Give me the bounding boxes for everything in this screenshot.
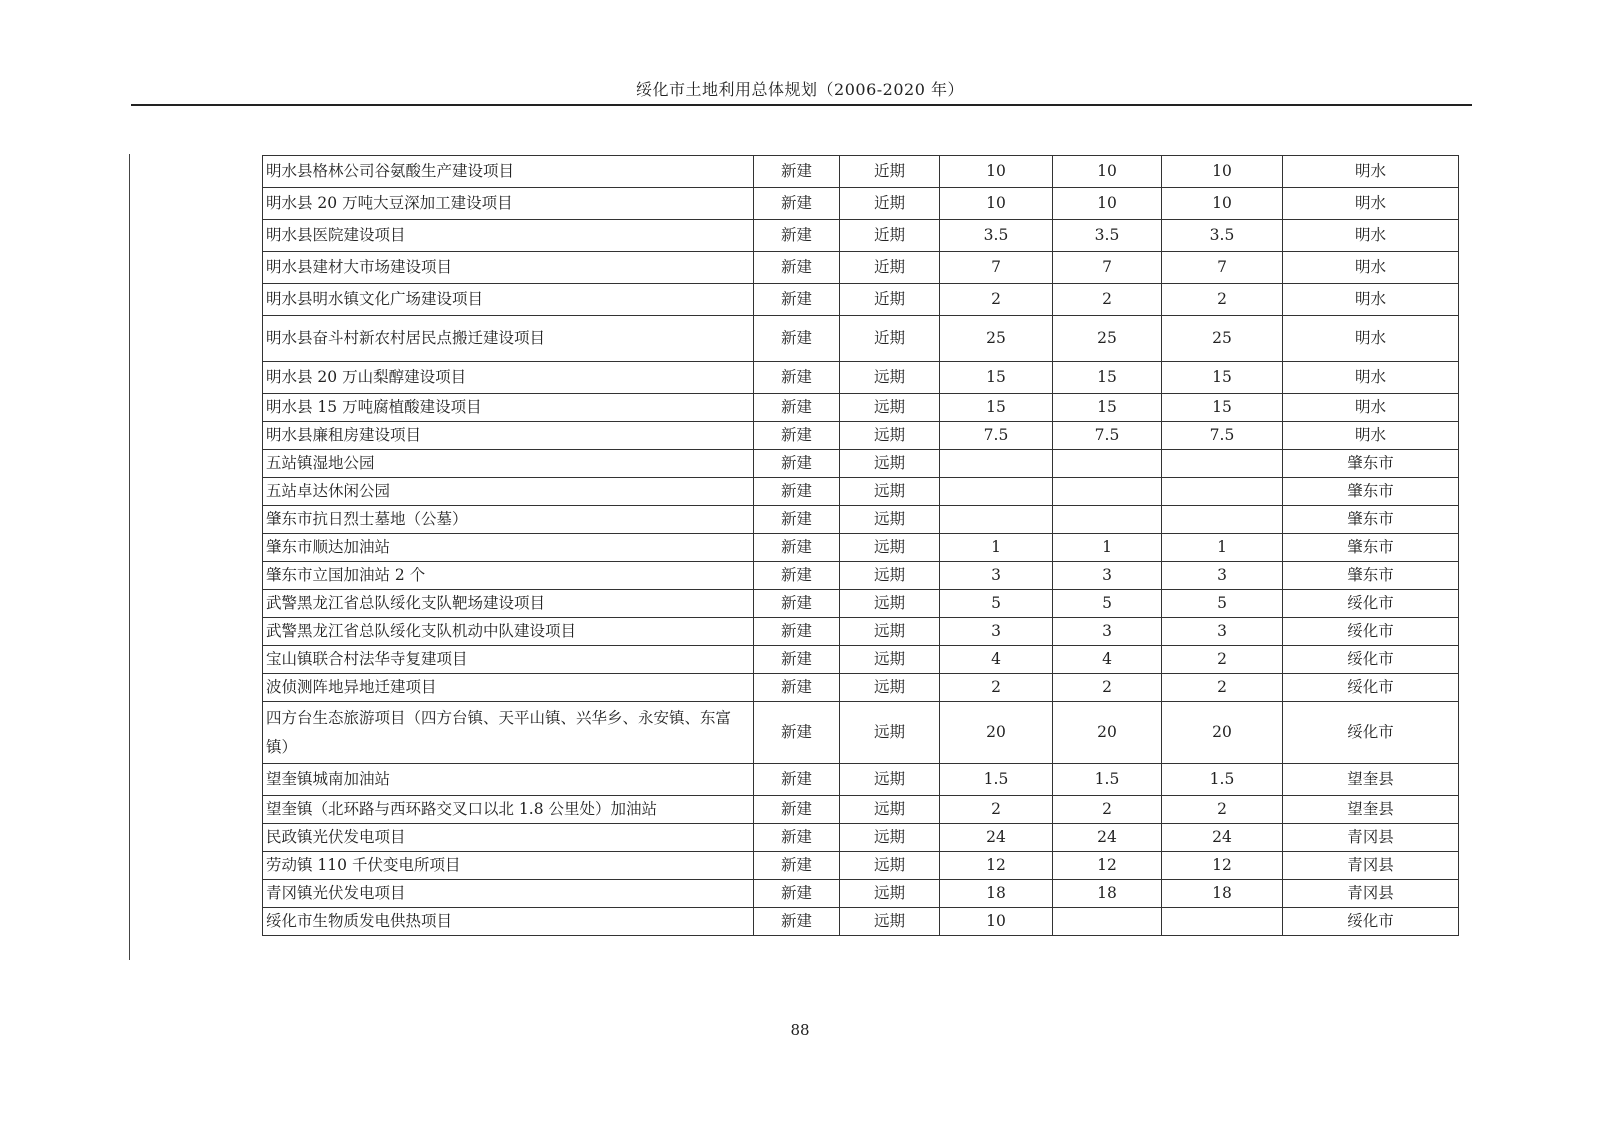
location-cell: 肇东市 <box>1283 534 1459 562</box>
project-name-cell: 明水县建材大市场建设项目 <box>263 252 754 284</box>
value-cell-3: 7.5 <box>1162 422 1283 450</box>
value-cell-1: 3 <box>940 618 1053 646</box>
project-name-cell: 五站镇湿地公园 <box>263 450 754 478</box>
location-cell: 绥化市 <box>1283 646 1459 674</box>
table-row <box>263 764 1459 796</box>
page-header-title: 绥化市土地利用总体规划（2006-2020 年） <box>636 80 964 99</box>
value-cell-3: 3 <box>1162 618 1283 646</box>
value-cell-1: 7.5 <box>940 422 1053 450</box>
period-cell: 远期 <box>840 506 940 534</box>
table-row <box>263 316 1459 362</box>
project-name-cell: 明水县 15 万吨腐植酸建设项目 <box>263 394 754 422</box>
period-cell: 远期 <box>840 394 940 422</box>
construction-type-cell: 新建 <box>754 562 840 590</box>
value-cell-1: 15 <box>940 362 1053 394</box>
value-cell-1: 5 <box>940 590 1053 618</box>
value-cell-3: 7 <box>1162 252 1283 284</box>
value-cell-3: 10 <box>1162 156 1283 188</box>
table-row <box>263 618 1459 646</box>
period-cell: 远期 <box>840 764 940 796</box>
value-cell-2 <box>1053 478 1162 506</box>
table-row <box>263 188 1459 220</box>
table-row <box>263 284 1459 316</box>
value-cell-3: 5 <box>1162 590 1283 618</box>
table-row <box>263 590 1459 618</box>
project-name-cell: 明水县 20 万吨大豆深加工建设项目 <box>263 188 754 220</box>
value-cell-2: 1 <box>1053 534 1162 562</box>
value-cell-3 <box>1162 908 1283 936</box>
value-cell-1: 3 <box>940 562 1053 590</box>
table-row <box>263 646 1459 674</box>
table-row <box>263 562 1459 590</box>
period-cell: 近期 <box>840 188 940 220</box>
value-cell-3: 2 <box>1162 284 1283 316</box>
value-cell-2: 7 <box>1053 252 1162 284</box>
value-cell-3: 3 <box>1162 562 1283 590</box>
value-cell-1 <box>940 478 1053 506</box>
table-row <box>263 674 1459 702</box>
table-row <box>263 220 1459 252</box>
location-cell: 明水 <box>1283 188 1459 220</box>
project-name-cell: 望奎镇城南加油站 <box>263 764 754 796</box>
period-cell: 远期 <box>840 880 940 908</box>
value-cell-1: 2 <box>940 796 1053 824</box>
value-cell-1: 4 <box>940 646 1053 674</box>
location-cell: 明水 <box>1283 284 1459 316</box>
value-cell-2: 10 <box>1053 156 1162 188</box>
project-name-cell: 肇东市顺达加油站 <box>263 534 754 562</box>
value-cell-3: 1 <box>1162 534 1283 562</box>
project-name-cell: 肇东市立国加油站 2 个 <box>263 562 754 590</box>
table-row <box>263 478 1459 506</box>
table-row <box>263 852 1459 880</box>
project-name-cell: 明水县廉租房建设项目 <box>263 422 754 450</box>
value-cell-3: 24 <box>1162 824 1283 852</box>
value-cell-1: 3.5 <box>940 220 1053 252</box>
land-use-project-table <box>262 155 1459 936</box>
value-cell-1: 2 <box>940 674 1053 702</box>
value-cell-2: 2 <box>1053 284 1162 316</box>
value-cell-2: 24 <box>1053 824 1162 852</box>
project-name-cell: 宝山镇联合村法华寺复建项目 <box>263 646 754 674</box>
period-cell: 远期 <box>840 824 940 852</box>
project-name-cell: 肇东市抗日烈士墓地（公墓） <box>263 506 754 534</box>
period-cell: 近期 <box>840 316 940 362</box>
location-cell: 肇东市 <box>1283 506 1459 534</box>
construction-type-cell: 新建 <box>754 764 840 796</box>
value-cell-1: 10 <box>940 188 1053 220</box>
header-rule <box>131 104 1472 106</box>
construction-type-cell: 新建 <box>754 450 840 478</box>
location-cell: 绥化市 <box>1283 618 1459 646</box>
value-cell-3: 10 <box>1162 188 1283 220</box>
period-cell: 远期 <box>840 422 940 450</box>
project-name-cell: 四方台生态旅游项目（四方台镇、天平山镇、兴华乡、永安镇、东富镇） <box>263 702 754 764</box>
location-cell: 肇东市 <box>1283 450 1459 478</box>
value-cell-3: 12 <box>1162 852 1283 880</box>
value-cell-2: 15 <box>1053 362 1162 394</box>
project-name-cell: 武警黑龙江省总队绥化支队靶场建设项目 <box>263 590 754 618</box>
period-cell: 近期 <box>840 220 940 252</box>
period-cell: 近期 <box>840 284 940 316</box>
construction-type-cell: 新建 <box>754 422 840 450</box>
value-cell-1: 18 <box>940 880 1053 908</box>
value-cell-2 <box>1053 450 1162 478</box>
construction-type-cell: 新建 <box>754 618 840 646</box>
project-name-cell: 明水县格林公司谷氨酸生产建设项目 <box>263 156 754 188</box>
page-number: 88 <box>790 1021 810 1039</box>
table-row <box>263 156 1459 188</box>
value-cell-2: 3 <box>1053 562 1162 590</box>
location-cell: 明水 <box>1283 316 1459 362</box>
value-cell-3: 20 <box>1162 702 1283 764</box>
location-cell: 绥化市 <box>1283 674 1459 702</box>
project-name-cell: 绥化市生物质发电供热项目 <box>263 908 754 936</box>
period-cell: 近期 <box>840 156 940 188</box>
period-cell: 远期 <box>840 562 940 590</box>
table-row <box>263 362 1459 394</box>
location-cell: 明水 <box>1283 394 1459 422</box>
construction-type-cell: 新建 <box>754 702 840 764</box>
period-cell: 近期 <box>840 252 940 284</box>
period-cell: 远期 <box>840 852 940 880</box>
project-name-cell: 五站卓达休闲公园 <box>263 478 754 506</box>
construction-type-cell: 新建 <box>754 880 840 908</box>
value-cell-1: 20 <box>940 702 1053 764</box>
project-name-cell: 劳动镇 110 千伏变电所项目 <box>263 852 754 880</box>
location-cell: 望奎县 <box>1283 796 1459 824</box>
value-cell-1: 2 <box>940 284 1053 316</box>
table-row <box>263 880 1459 908</box>
location-cell: 明水 <box>1283 156 1459 188</box>
table-row <box>263 394 1459 422</box>
location-cell: 绥化市 <box>1283 702 1459 764</box>
value-cell-3: 2 <box>1162 674 1283 702</box>
value-cell-2: 1.5 <box>1053 764 1162 796</box>
construction-type-cell: 新建 <box>754 646 840 674</box>
period-cell: 远期 <box>840 796 940 824</box>
project-name-cell: 明水县奋斗村新农村居民点搬迁建设项目 <box>263 316 754 362</box>
value-cell-3: 2 <box>1162 646 1283 674</box>
table-row <box>263 450 1459 478</box>
period-cell: 远期 <box>840 450 940 478</box>
period-cell: 远期 <box>840 590 940 618</box>
construction-type-cell: 新建 <box>754 534 840 562</box>
construction-type-cell: 新建 <box>754 674 840 702</box>
value-cell-1: 1 <box>940 534 1053 562</box>
value-cell-2 <box>1053 506 1162 534</box>
period-cell: 远期 <box>840 908 940 936</box>
construction-type-cell: 新建 <box>754 506 840 534</box>
value-cell-3: 2 <box>1162 796 1283 824</box>
table-row <box>263 252 1459 284</box>
location-cell: 青冈县 <box>1283 852 1459 880</box>
project-name-cell: 明水县医院建设项目 <box>263 220 754 252</box>
value-cell-3: 18 <box>1162 880 1283 908</box>
table-row <box>263 422 1459 450</box>
value-cell-2: 15 <box>1053 394 1162 422</box>
value-cell-3: 15 <box>1162 362 1283 394</box>
construction-type-cell: 新建 <box>754 220 840 252</box>
construction-type-cell: 新建 <box>754 394 840 422</box>
value-cell-1: 12 <box>940 852 1053 880</box>
value-cell-2: 3.5 <box>1053 220 1162 252</box>
period-cell: 远期 <box>840 618 940 646</box>
value-cell-3: 15 <box>1162 394 1283 422</box>
period-cell: 远期 <box>840 674 940 702</box>
value-cell-2: 18 <box>1053 880 1162 908</box>
construction-type-cell: 新建 <box>754 852 840 880</box>
project-name-cell: 明水县明水镇文化广场建设项目 <box>263 284 754 316</box>
location-cell: 明水 <box>1283 422 1459 450</box>
table-row <box>263 908 1459 936</box>
construction-type-cell: 新建 <box>754 362 840 394</box>
value-cell-2: 5 <box>1053 590 1162 618</box>
location-cell: 绥化市 <box>1283 908 1459 936</box>
value-cell-2: 20 <box>1053 702 1162 764</box>
construction-type-cell: 新建 <box>754 188 840 220</box>
construction-type-cell: 新建 <box>754 824 840 852</box>
value-cell-1: 24 <box>940 824 1053 852</box>
period-cell: 远期 <box>840 362 940 394</box>
construction-type-cell: 新建 <box>754 252 840 284</box>
construction-type-cell: 新建 <box>754 284 840 316</box>
table-body <box>263 156 1459 936</box>
period-cell: 远期 <box>840 534 940 562</box>
value-cell-3: 1.5 <box>1162 764 1283 796</box>
construction-type-cell: 新建 <box>754 590 840 618</box>
project-name-cell: 波侦测阵地异地迁建项目 <box>263 674 754 702</box>
location-cell: 青冈县 <box>1283 824 1459 852</box>
table-row <box>263 702 1459 764</box>
value-cell-3: 3.5 <box>1162 220 1283 252</box>
value-cell-1: 25 <box>940 316 1053 362</box>
value-cell-3 <box>1162 450 1283 478</box>
value-cell-1: 7 <box>940 252 1053 284</box>
location-cell: 肇东市 <box>1283 478 1459 506</box>
location-cell: 绥化市 <box>1283 590 1459 618</box>
project-name-cell: 望奎镇（北环路与西环路交叉口以北 1.8 公里处）加油站 <box>263 796 754 824</box>
left-margin-line <box>129 154 130 960</box>
value-cell-3: 25 <box>1162 316 1283 362</box>
project-name-cell: 武警黑龙江省总队绥化支队机动中队建设项目 <box>263 618 754 646</box>
project-name-cell: 明水县 20 万山梨醇建设项目 <box>263 362 754 394</box>
value-cell-1: 15 <box>940 394 1053 422</box>
value-cell-2: 2 <box>1053 674 1162 702</box>
construction-type-cell: 新建 <box>754 908 840 936</box>
value-cell-1: 10 <box>940 156 1053 188</box>
value-cell-1 <box>940 450 1053 478</box>
value-cell-1: 10 <box>940 908 1053 936</box>
location-cell: 肇东市 <box>1283 562 1459 590</box>
location-cell: 青冈县 <box>1283 880 1459 908</box>
value-cell-2: 3 <box>1053 618 1162 646</box>
project-name-cell: 民政镇光伏发电项目 <box>263 824 754 852</box>
construction-type-cell: 新建 <box>754 156 840 188</box>
value-cell-2: 25 <box>1053 316 1162 362</box>
period-cell: 远期 <box>840 478 940 506</box>
value-cell-1 <box>940 506 1053 534</box>
period-cell: 远期 <box>840 646 940 674</box>
construction-type-cell: 新建 <box>754 316 840 362</box>
location-cell: 明水 <box>1283 252 1459 284</box>
value-cell-1: 1.5 <box>940 764 1053 796</box>
value-cell-2: 7.5 <box>1053 422 1162 450</box>
value-cell-3 <box>1162 478 1283 506</box>
location-cell: 明水 <box>1283 220 1459 252</box>
project-name-cell: 青冈镇光伏发电项目 <box>263 880 754 908</box>
value-cell-2 <box>1053 908 1162 936</box>
value-cell-2: 10 <box>1053 188 1162 220</box>
value-cell-2: 12 <box>1053 852 1162 880</box>
construction-type-cell: 新建 <box>754 796 840 824</box>
location-cell: 明水 <box>1283 362 1459 394</box>
table-row <box>263 506 1459 534</box>
value-cell-2: 2 <box>1053 796 1162 824</box>
value-cell-3 <box>1162 506 1283 534</box>
construction-type-cell: 新建 <box>754 478 840 506</box>
period-cell: 远期 <box>840 702 940 764</box>
table-row <box>263 796 1459 824</box>
value-cell-2: 4 <box>1053 646 1162 674</box>
location-cell: 望奎县 <box>1283 764 1459 796</box>
table-row <box>263 534 1459 562</box>
table-row <box>263 824 1459 852</box>
